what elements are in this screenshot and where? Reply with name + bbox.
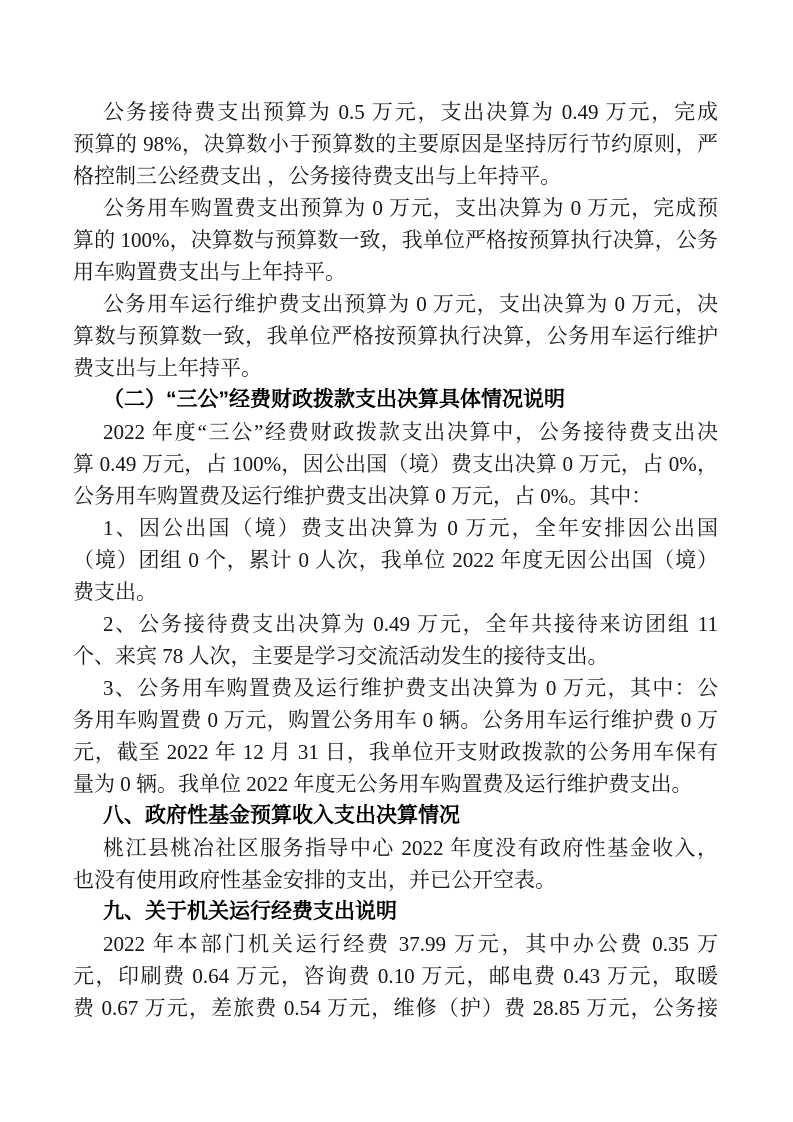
document-text-block <box>73 96 718 1024</box>
body-text-line: 元，截至 2022 年 12 月 31 日，我单位开支财政拨款的公务用车保有 <box>73 740 718 764</box>
body-text-line: 量为 0 辆。我单位 2022 年度无公务用车购置费及运行维护费支出。 <box>73 772 693 796</box>
body-text-line: 也没有使用政府性基金安排的支出，并已公开空表。 <box>73 868 556 892</box>
body-text-line: 算 0.49 万元，占 100%，因公出国（境）费支出决算 0 万元，占 0%， <box>73 452 718 476</box>
body-text-line: 2022 年度“三公”经费财政拨款支出决算中，公务接待费支出决 <box>103 420 718 444</box>
body-text-line: 格控制三公经费支出 ，公务接待费支出与上年持平。 <box>73 164 562 188</box>
body-text-line: 用车购置费支出与上年持平。 <box>73 260 346 284</box>
body-text-line: 元，印刷费 0.64 万元，咨询费 0.10 万元，邮电费 0.43 万元，取暖 <box>73 964 718 988</box>
body-text-line: 公务接待费支出预算为 0.5 万元，支出决算为 0.49 万元，完成 <box>103 100 718 124</box>
body-text-line: 公务用车购置费支出预算为 0 万元，支出决算为 0 万元，完成预 <box>103 196 718 220</box>
body-text-line: 费支出。 <box>73 580 157 604</box>
body-text-line: 算的 100%，决算数与预算数一致，我单位严格按预算执行决算，公务 <box>73 228 718 252</box>
body-text-line: 费支出与上年持平。 <box>73 356 262 380</box>
body-text-line: 算数与预算数一致，我单位严格按预算执行决算，公务用车运行维护 <box>73 324 718 348</box>
body-text-line: 公务用车购置费及运行维护费支出决算 0 万元，占 0%。其中： <box>73 484 653 508</box>
section-heading: 八、政府性基金预算收入支出决算情况 <box>103 804 460 827</box>
body-text-line: 桃江县桃冶社区服务指导中心 2022 年度没有政府性基金收入， <box>103 836 718 860</box>
body-text-line: 2、公务接待费支出决算为 0.49 万元，全年共接待来访团组 11 <box>103 612 718 636</box>
body-text-line: 1、因公出国（境）费支出决算为 0 万元，全年安排因公出国 <box>103 516 718 540</box>
section-heading: 九、关于机关运行经费支出说明 <box>103 900 397 923</box>
body-text-line: 预算的 98%，决算数小于预算数的主要原因是坚持厉行节约原则，严 <box>73 132 718 156</box>
body-text-line: 费 0.67 万元，差旅费 0.54 万元，维修（护）费 28.85 万元，公务接 <box>73 996 718 1020</box>
body-text-line: 3、公务用车购置费及运行维护费支出决算为 0 万元，其中：公 <box>103 676 718 700</box>
section-heading: （二）“三公”经费财政拨款支出决算具体情况说明 <box>103 388 565 411</box>
body-text-line: （境）团组 0 个，累计 0 人次，我单位 2022 年度无因公出国（境） <box>73 548 718 572</box>
body-text-line: 公务用车运行维护费支出预算为 0 万元，支出决算为 0 万元，决 <box>103 292 718 316</box>
body-text-line: 务用车购置费 0 万元，购置公务用车 0 辆。公务用车运行维护费 0 万 <box>73 708 718 732</box>
body-text-line: 个、来宾 78 人次，主要是学习交流活动发生的接待支出。 <box>73 644 609 668</box>
body-text-line: 2022 年本部门机关运行经费 37.99 万元，其中办公费 0.35 万 <box>103 932 718 956</box>
